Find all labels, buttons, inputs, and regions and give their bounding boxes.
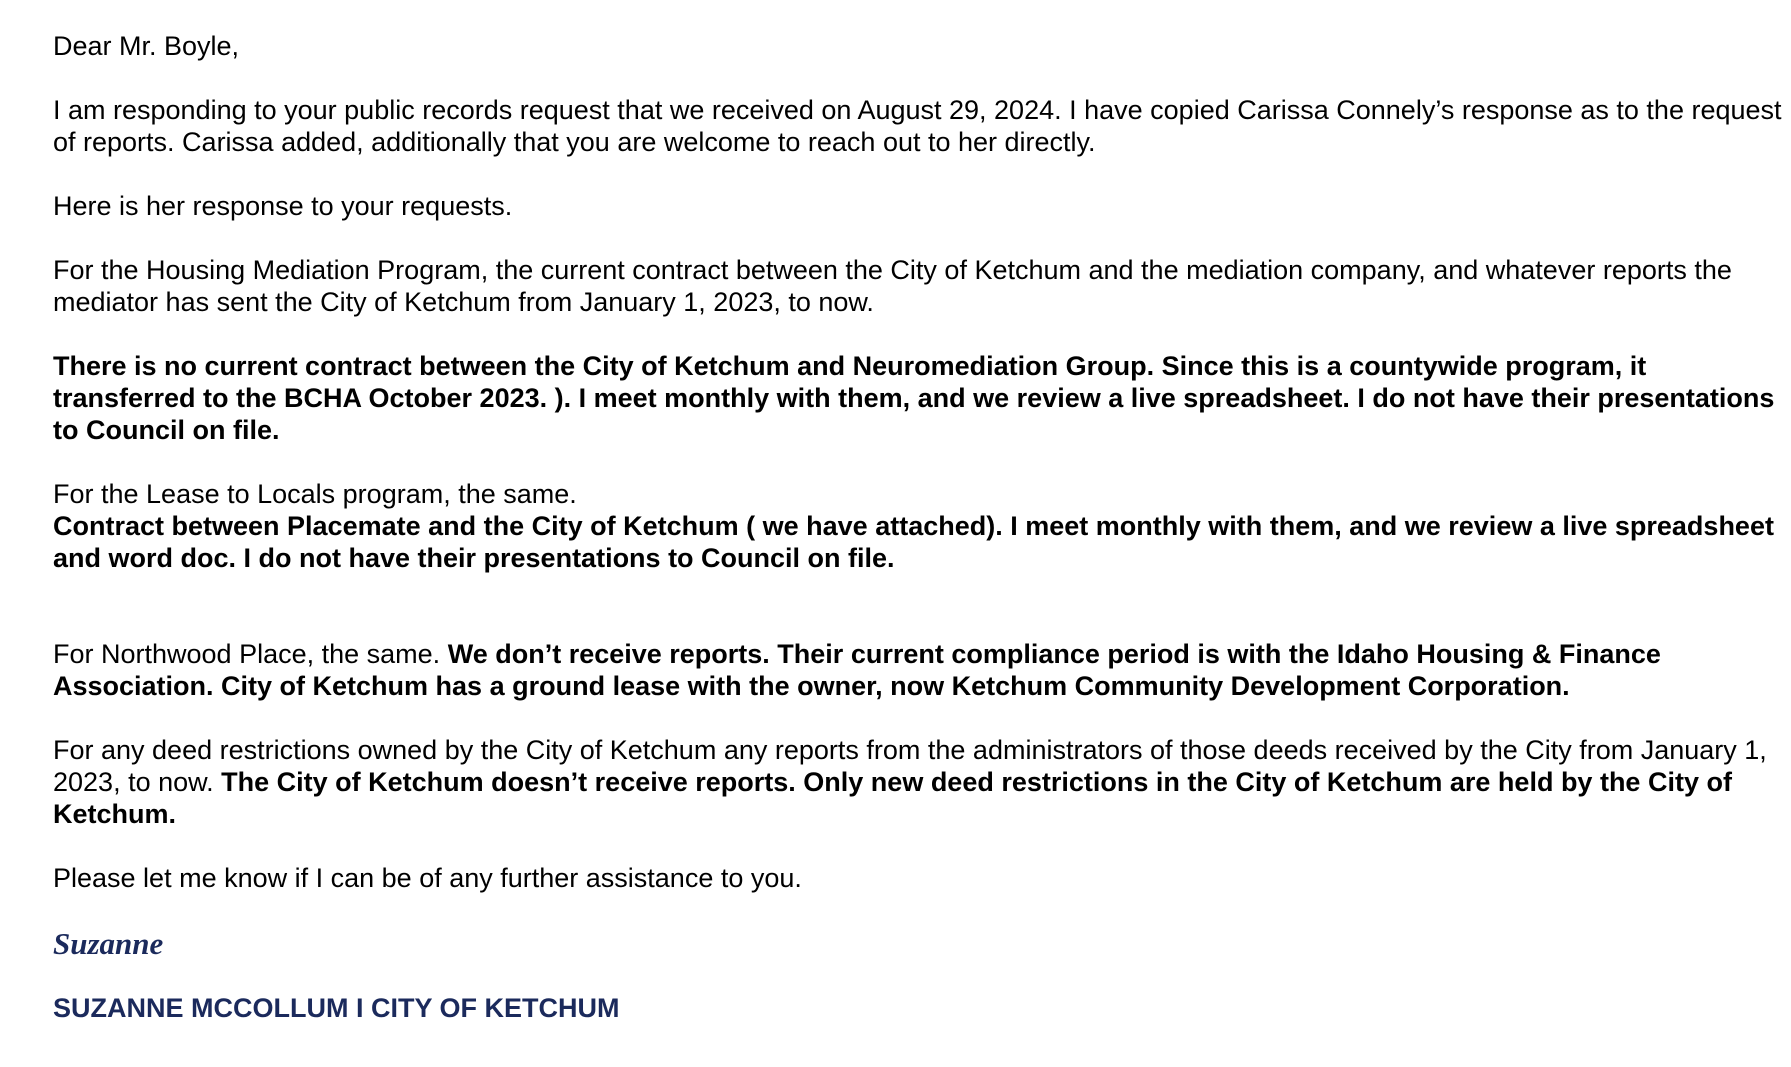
deed-restrictions-request: For any deed restrictions owned by the City of Ketchum any reports from the administrators of those deeds received by the City from January 1, 2023, to now. [53, 735, 1767, 797]
greeting: Dear Mr. Boyle, [53, 31, 240, 61]
paragraph-lease-to-locals-answer: Contract between Placemate and the City of Ketchum ( we have attached). I meet monthly with them, and we review a live spreadsheet and word doc. I do not have their presentations to Council on file. [53, 511, 1774, 573]
paragraph-lease-to-locals-request: For the Lease to Locals program, the same. [53, 479, 577, 509]
paragraph-housing-mediation-answer: There is no current contract between the City of Ketchum and Neuromediation Group. Since this is a countywide program, it transferred to the BCHA October 2023. ). I meet monthly with them, and we review a live spreadsheet. I do not have their presentations to Council on file. [53, 351, 1775, 445]
northwood-answer: We don’t receive reports. Their current compliance period is with the Idaho Housing & Finance Association. City of Ketchum has a ground lease with the owner, now Ketchum Community Development Corporation. [53, 639, 1661, 701]
signature: Suzanne [53, 926, 164, 961]
letter-body [53, 30, 1783, 1024]
closing-line: Please let me know if I can be of any further assistance to you. [53, 863, 802, 893]
paragraph-request-received: I am responding to your public records request that we received on August 29, 2024. I have copied Carissa Connely’s response as to the request of reports. Carissa added, additionally that you are welcome to reach out to her directly. [53, 95, 1782, 157]
paragraph-response-intro: Here is her response to your requests. [53, 191, 513, 221]
deed-restrictions-answer: The City of Ketchum doesn’t receive reports. Only new deed restrictions in the City of Ketchum are held by the City of Ketchum. [53, 767, 1732, 829]
signature-block: SUZANNE MCCOLLUM I CITY OF KETCHUM [53, 993, 620, 1023]
northwood-request: For Northwood Place, the same. [53, 639, 441, 669]
paragraph-deed-restrictions [53, 734, 1783, 830]
paragraph-housing-mediation-request: For the Housing Mediation Program, the current contract between the City of Ketchum and the mediation company, and whatever reports the mediator has sent the City of Ketchum from January 1, 2023, to now. [53, 255, 1732, 317]
paragraph-northwood-place [53, 638, 1783, 702]
